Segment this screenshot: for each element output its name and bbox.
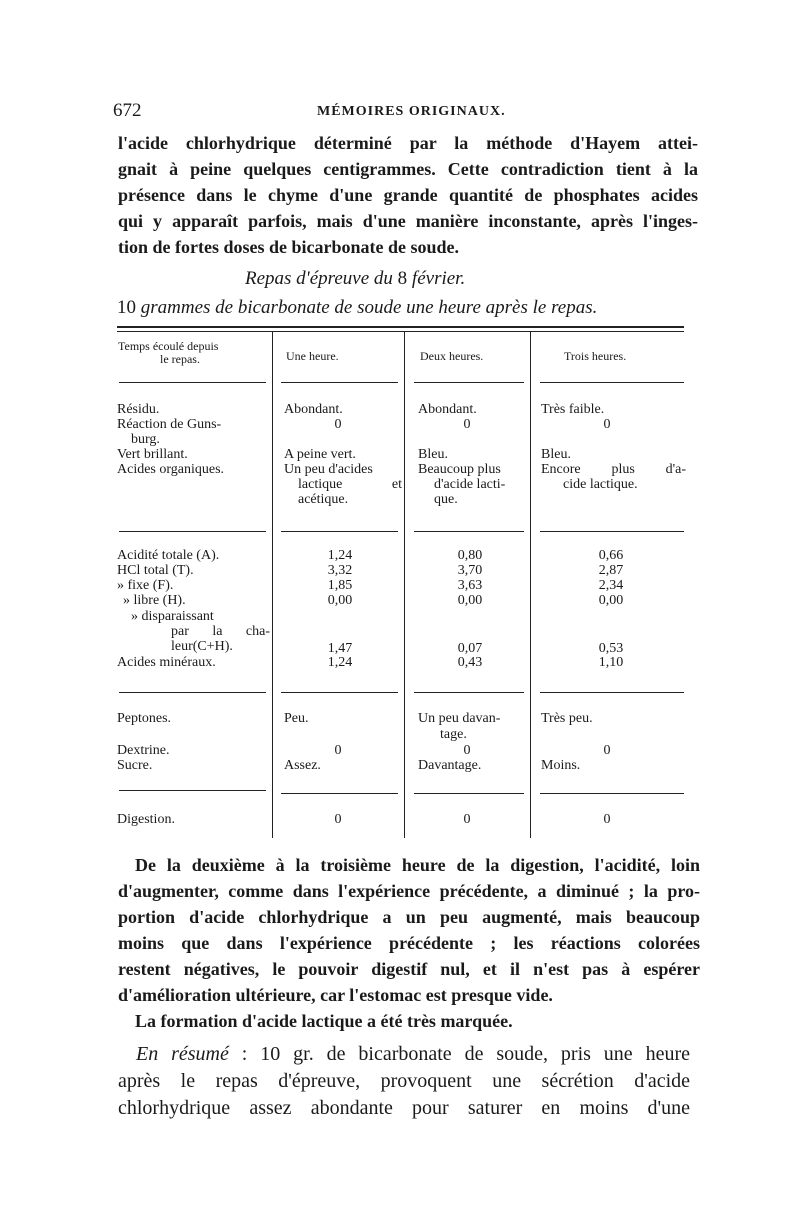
table-col-divider [272, 331, 273, 838]
section-rule [414, 692, 524, 693]
section-rule [119, 531, 266, 532]
section-rule [281, 531, 398, 532]
cell-value: 2,34 [598, 578, 624, 593]
body-paragraph [118, 852, 700, 1034]
intro-line: l'acide chlorhydrique déterminé par la méthode d'Hayem attei- [118, 133, 698, 153]
cell-value: 3,63 [457, 578, 483, 593]
cell-value: 0 [463, 812, 471, 827]
dose-subtitle [117, 297, 597, 319]
cell-value: Moins. [541, 758, 581, 773]
row-label: HCl total (T). [117, 563, 194, 578]
section-rule [281, 793, 398, 794]
cell-value: tage. [440, 727, 467, 742]
section-rule [281, 692, 398, 693]
col-header-time: Temps écoulé depuis [118, 339, 219, 353]
page-number: 672 [113, 100, 142, 121]
row-label: par la cha- [171, 624, 270, 639]
cell-value: 3,70 [457, 563, 483, 578]
section-rule [414, 793, 524, 794]
cell-value: Très peu. [541, 711, 593, 726]
subtitle-date: 8 [392, 268, 412, 289]
section-rule [540, 382, 684, 383]
cell-value: Abondant. [418, 402, 477, 417]
row-label: » libre (H). [123, 593, 186, 608]
table-top-rule-thin [117, 331, 684, 332]
cell-value: Abondant. [284, 402, 343, 417]
intro-line: tion de fortes doses de bicarbonate de soude. [118, 237, 459, 257]
dose-text: grammes de bicarbonate de soude une heure après le repas. [140, 297, 598, 318]
summary-line [118, 1041, 690, 1068]
cell-value: 0,80 [457, 548, 483, 563]
table-col-divider [530, 331, 531, 838]
cell-value: Assez. [284, 758, 321, 773]
cell-value: 0 [334, 417, 342, 432]
body-line: moins que dans l'expérience précédente ; les réactions colorées [118, 933, 700, 953]
cell-value: Un peu davan- [418, 711, 501, 726]
body-line: portion d'acide chlorhydrique a un peu augmenté, mais beaucoup [118, 907, 700, 927]
cell-value: Encore plus d'a- [541, 462, 686, 477]
section-rule [281, 382, 398, 383]
body-line: La formation d'acide lactique a été très marquée. [135, 1011, 513, 1031]
col-header-three-hours: Trois heures. [564, 349, 627, 363]
dose-number: 10 [117, 297, 141, 318]
summary-line: chlorhydrique assez abondante pour saturer en moins d'une [118, 1097, 690, 1119]
summary-text: : 10 gr. de bicarbonate de soude, pris une heure [228, 1043, 690, 1065]
col-header-one-hour: Une heure. [286, 349, 339, 363]
cell-value: 0,53 [598, 641, 624, 656]
running-title: MÉMOIRES ORIGINAUX. [317, 104, 506, 119]
cell-value: que. [434, 492, 458, 507]
section-rule [119, 692, 266, 693]
intro-paragraph [118, 130, 698, 260]
row-label: Résidu. [117, 402, 160, 417]
cell-value: 1,10 [598, 655, 624, 670]
body-line: restent négatives, le pouvoir digestif nul, et il n'est pas à espérer [118, 959, 700, 979]
row-label: Acides minéraux. [117, 655, 216, 670]
cell-value: 0 [463, 417, 471, 432]
cell-value: 0,66 [598, 548, 624, 563]
meal-subtitle [245, 268, 465, 290]
intro-line: gnait à peine quelques centigrammes. Cette contradiction tient à la [118, 159, 698, 179]
row-label: Acides organiques. [117, 462, 225, 477]
row-label: Dextrine. [117, 743, 170, 758]
table-top-rule [117, 326, 684, 328]
intro-line: présence dans le chyme d'une grande quantité de phosphates acides [118, 185, 698, 205]
cell-value: 0 [603, 417, 611, 432]
cell-value: 0 [334, 812, 342, 827]
cell-value: lactique et [298, 477, 402, 492]
row-label: Vert brillant. [117, 447, 188, 462]
row-label: burg. [131, 432, 160, 447]
cell-value: 0 [334, 743, 342, 758]
section-rule [540, 793, 684, 794]
cell-value: acétique. [298, 492, 349, 507]
cell-value: 0 [603, 743, 611, 758]
cell-value: cide lactique. [563, 477, 638, 492]
section-rule [540, 531, 684, 532]
row-label: leur(C+H). [171, 639, 233, 654]
cell-value: Beaucoup plus [418, 462, 501, 477]
cell-value: Peu. [284, 711, 309, 726]
col-header-time-line2: le repas. [160, 352, 200, 366]
cell-value: 0,00 [327, 593, 353, 608]
summary-line: après le repas d'épreuve, provoquent une sécrétion d'acide [118, 1070, 690, 1092]
section-rule [540, 692, 684, 693]
cell-value: 0,00 [457, 593, 483, 608]
cell-value: Davantage. [418, 758, 482, 773]
cell-value: A peine vert. [284, 447, 356, 462]
cell-value: 1,85 [327, 578, 353, 593]
cell-value: 0,00 [598, 593, 624, 608]
intro-line: qui y apparaît parfois, mais d'une manière inconstante, après l'inges- [118, 211, 698, 231]
subtitle-month: février. [411, 268, 466, 289]
cell-value: 1,24 [327, 655, 353, 670]
cell-value: Un peu d'acides [284, 462, 373, 477]
section-rule [414, 382, 524, 383]
body-line: De la deuxième à la troisième heure de la digestion, l'acidité, loin [135, 855, 700, 875]
summary-lead: En résumé [136, 1043, 229, 1065]
cell-value: Bleu. [418, 447, 448, 462]
row-label: Sucre. [117, 758, 153, 773]
row-label: Peptones. [117, 711, 172, 726]
cell-value: 3,32 [327, 563, 353, 578]
section-rule [119, 790, 266, 791]
subtitle-text: Repas d'épreuve du [245, 268, 393, 289]
cell-value: 1,24 [327, 548, 353, 563]
cell-value: Très faible. [541, 402, 605, 417]
cell-value: 0,07 [457, 641, 483, 656]
row-label: Acidité totale (A). [117, 548, 220, 563]
row-label: » fixe (F). [117, 578, 174, 593]
cell-value: 0 [463, 743, 471, 758]
cell-value: d'acide lacti- [434, 477, 506, 492]
cell-value: 2,87 [598, 563, 624, 578]
col-header-two-hours: Deux heures. [420, 349, 484, 363]
row-label: Réaction de Guns- [117, 417, 222, 432]
summary-paragraph [118, 1041, 690, 1122]
section-rule [119, 382, 266, 383]
section-rule [414, 531, 524, 532]
table-col-divider [404, 331, 405, 838]
cell-value: 0,43 [457, 655, 483, 670]
body-line: d'augmenter, comme dans l'expérience précédente, a diminué ; la pro- [118, 881, 700, 901]
cell-value: 1,47 [327, 641, 353, 656]
row-label: » disparaissant [131, 609, 214, 624]
cell-value: 0 [603, 812, 611, 827]
body-line: d'amélioration ultérieure, car l'estomac est presque vide. [118, 985, 553, 1005]
row-label: Digestion. [117, 812, 175, 827]
cell-value: Bleu. [541, 447, 571, 462]
